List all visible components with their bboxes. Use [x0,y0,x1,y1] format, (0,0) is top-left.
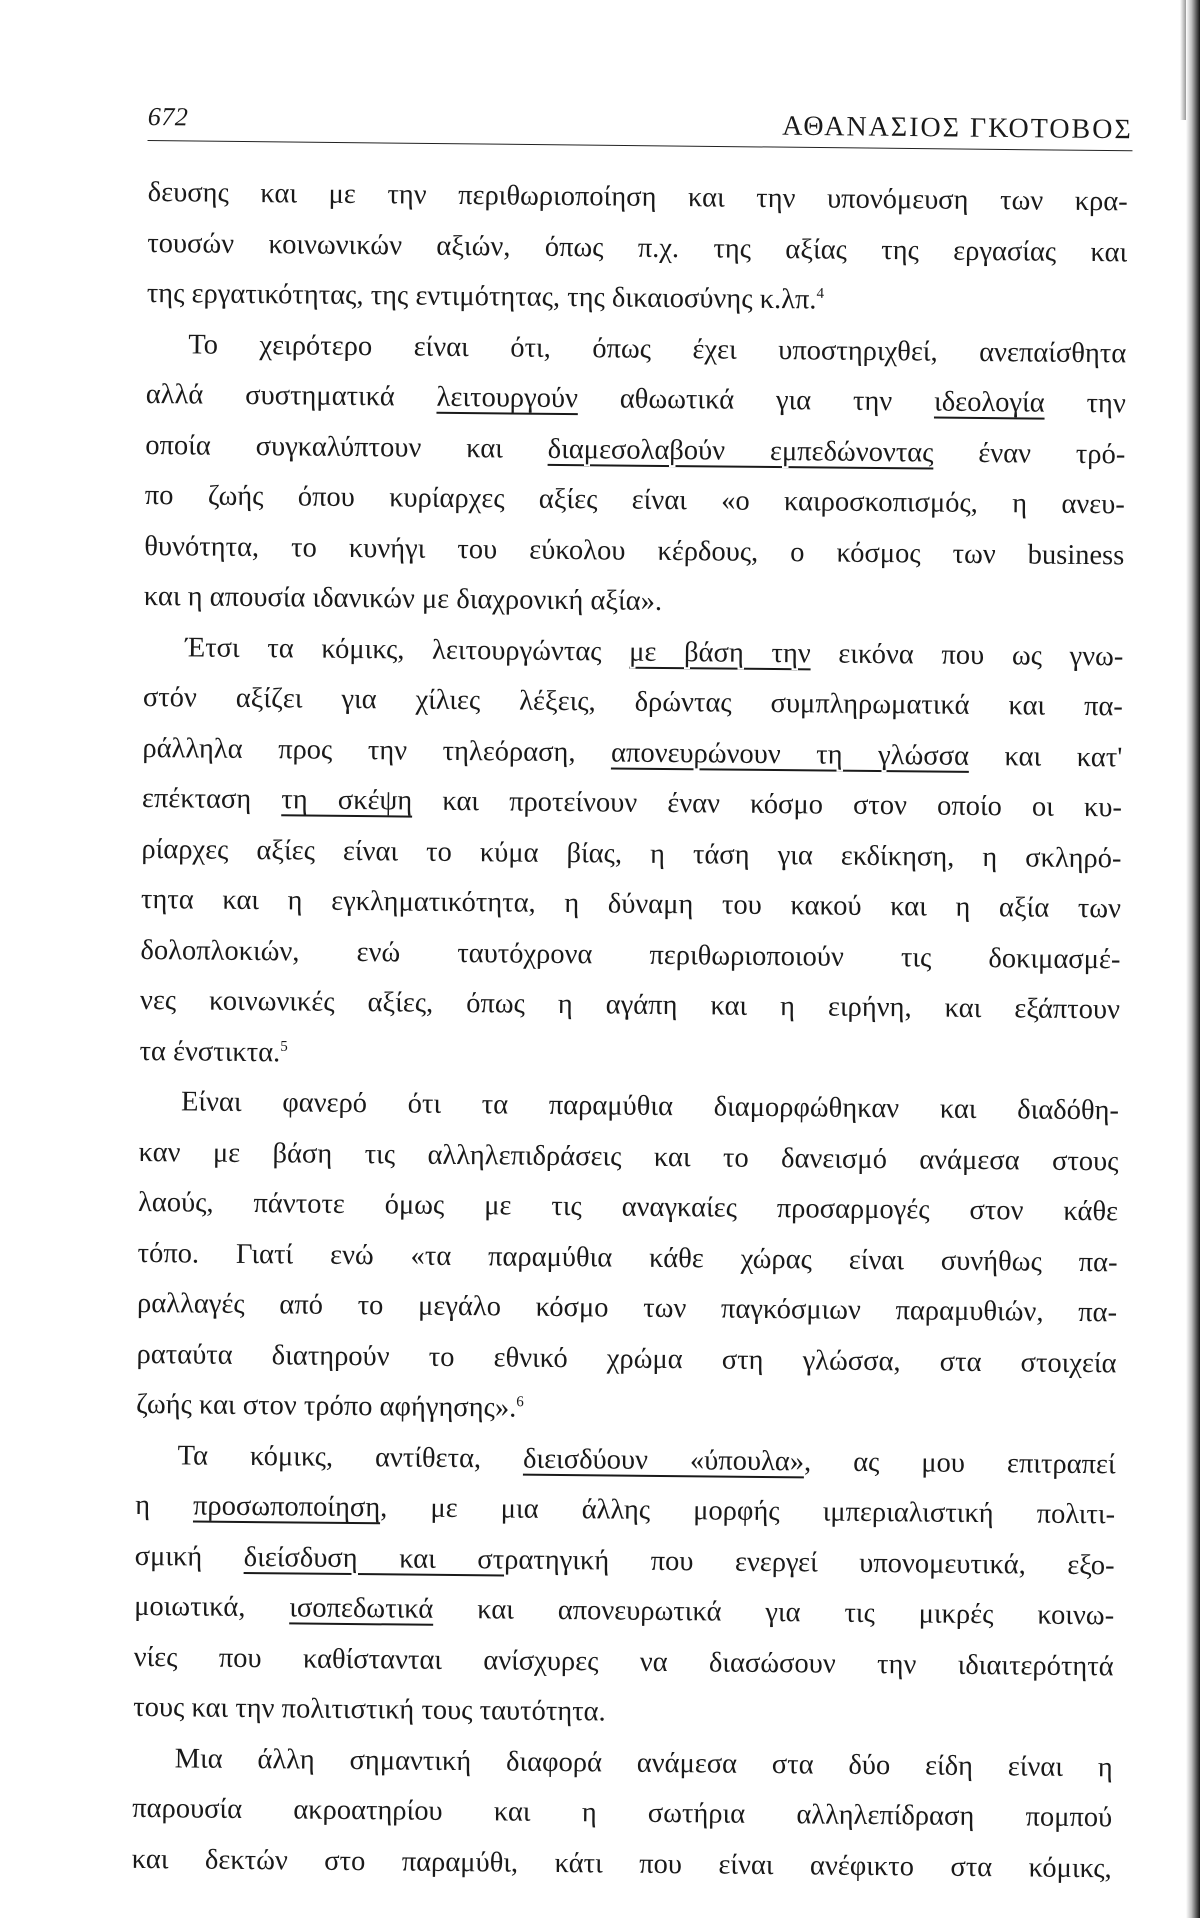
text-line: ραταύτα διατηρούν το εθνικό χρώμα στη γλώσσα, στα στοιχεία [136,1338,1117,1379]
text-line: τόπο. Γιατί ενώ «τα παραμύθια κάθε χώρας είναι συνήθως πα- [137,1237,1118,1278]
text-line: της εργατικότητας, της εντιμότητας, της δικαιοσύνης κ.λπ.$^4$ [146,277,825,316]
text-line: ζωής και στον τρόπο αφήγησης».$^6$ [135,1388,524,1424]
text-line: μοιωτικά, ισοπεδωτικά και απονευρωτικά για τις μικρές κοινω- [134,1590,1115,1632]
handwritten-underline: διεισδύουν «ύπουλα» [522,1443,805,1477]
handwritten-underline: διαμεσολαβούν εμπεδώνοντας [547,433,934,469]
text-line: παρουσία ακροατηρίου και η σωτήρια αλληλεπίδραση πομπού [132,1792,1113,1834]
text-line: τα ένστικτα.$^5$ [139,1035,288,1068]
text-line: Έτσι τα κόμικς, λειτουργώντας με βάση την εικόνα που ως γνω- [185,631,1124,672]
text-line: Τα κόμικς, αντίθετα, διεισδύουν «ύπουλα», ας μου επιτραπεί [177,1439,1116,1480]
text-line: λαούς, πάντοτε όμως με τις αναγκαίες προσαρμογές στον κάθε [137,1186,1119,1228]
text-line: ράλληλα προς την τηλεόραση, απονευρώνουν τη γλώσσα και κατ' [142,732,1123,773]
text-line: Το χειρότερο είναι ότι, όπως έχει υποστηριχθεί, ανεπαίσθητα [188,328,1127,369]
handwritten-underline: απονευρώνουν τη γλώσσα [610,736,970,772]
text-line: Μια άλλη σημαντική διαφορά ανάμεσα στα δύο είδη είναι η [174,1742,1113,1783]
text-line: νες κοινωνικές αξίες, όπως η αγάπη και η ειρήνη, και εξάπτουν [139,984,1121,1026]
footnote-ref: 4 [816,285,825,302]
text-line: δολοπλοκιών, ενώ ταυτόχρονα περιθωριοποιούν τις δοκιμασμέ- [140,934,1121,975]
text-line: τουσών κοινωνικών αξιών, όπως π.χ. της αξίας της εργασίας και [147,227,1128,268]
text-line: στόν αξίζει για χίλιες λέξεις, δρώντας συμπληρωματικά και πα- [142,681,1124,723]
text-line: αλλά συστηματικά λειτουργούν αθωωτικά για την ιδεολογία την [145,378,1126,420]
text-line: τητα και η εγκληματικότητα, η δύναμη του κακού και η αξία των [140,883,1122,925]
text-line: και δεκτών στο παραμύθι, κάτι που είναι ανέφικτο στα κόμικς, [131,1843,1112,1884]
running-head-author: ΑΘΑΝΑΣΙΟΣ ΓΚΟΤΟΒΟΣ [782,110,1133,146]
text-line: και η απουσία ιδανικών με διαχρονική αξία». [143,580,663,617]
scan-page-edge [1186,0,1200,1918]
footnote-ref: 6 [516,1394,524,1411]
page-number: 672 [147,101,189,132]
scan-page-edge-top [1180,0,1186,120]
handwritten-underline: ιδεολογία [933,386,1045,419]
handwritten-underline: προσωποποίηση [192,1490,381,1524]
text-line: επέκταση τη σκέψη και προτείνουν έναν κόσμο στον οποίο οι κυ- [141,782,1123,824]
handwritten-underline: λειτουργούν [436,381,579,415]
text-line: σμική διείσδυση και στρατηγική που ενεργεί υπονομευτικά, εξο- [134,1540,1115,1581]
text-line: δευσης και με την περιθωριοποίηση και την υπονόμευση των κρα- [147,176,1128,218]
text-line: ραλλαγές από το μεγάλο κόσμο των παγκόσμιων παραμυθιών, πα- [136,1287,1118,1329]
body-text [132,168,1128,1894]
text-line: οποία συγκαλύπτουν και διαμεσολαβούν εμπεδώνοντας έναν τρό- [145,429,1126,470]
handwritten-underline: τη σκέψη [281,784,413,817]
text-line: ρίαρχες αξίες είναι το κύμα βίας, η τάση για εκδίκηση, η σκληρό- [141,833,1122,874]
handwritten-underline: διείσδυση και στ [243,1541,505,1575]
footnote-ref: 5 [280,1038,288,1055]
handwritten-underline: ισοπεδωτικά [289,1592,434,1625]
text-line: νίες που καθίστανται ανίσχυρες να διασώσουν την ιδιαιτερότητά [133,1641,1114,1682]
text-line: τους και την πολιτιστική τους ταυτότητα. [133,1691,606,1728]
text-line: η προσωποποίηση, με μια άλλης μορφής ιμπεριαλιστική πολιτι- [135,1489,1116,1531]
text-line: καν με βάση τις αλληλεπιδράσεις και το δανεισμό ανάμεσα στους [138,1136,1119,1177]
text-line: Είναι φανερό ότι τα παραμύθια διαμορφώθηκαν και διαδόθη- [180,1086,1120,1127]
text-line: πο ζωής όπου κυρίαρχες αξίες είναι «ο καιροσκοπισμός, η ανευ- [144,479,1125,521]
page-header [147,96,1132,154]
handwritten-underline: με βάση την [629,636,811,669]
text-line: θυνότητα, το κυνήγι του εύκολου κέρδους, ο κόσμος των business [144,530,1125,571]
